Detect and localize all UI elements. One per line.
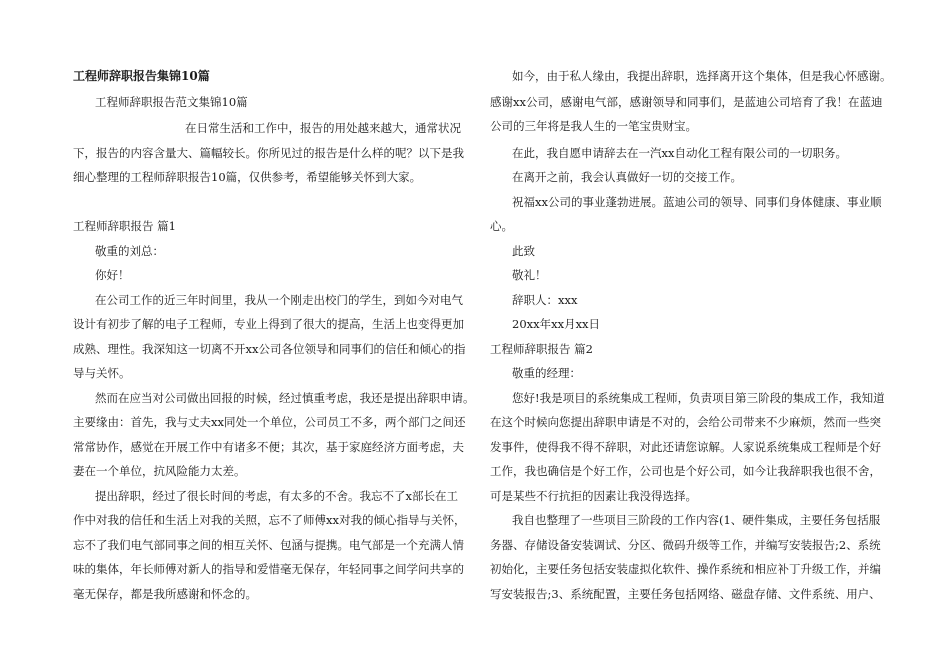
paragraph-line: 发事件，使得我不得不辞职，对此还请您谅解。人家说系统集成工程师是个好 bbox=[490, 440, 881, 454]
paragraph-line: 务器、存储设备安装调试、分区、微码升级等工作，并编写安装报告;2、系统 bbox=[490, 538, 881, 552]
intro-line: 在日常生活和工作中，报告的用处越来越大，通常状况 bbox=[185, 121, 461, 135]
closing-line: 敬礼！ bbox=[512, 268, 547, 282]
paragraph-line: 如今，由于私人缘由，我提出辞职，选择离开这个集体，但是我心怀感谢。 bbox=[512, 69, 892, 83]
paragraph-line: 在离开之前，我会认真做好一切的交接工作。 bbox=[512, 170, 742, 184]
paragraph-line: 妻在一个单位，抗风险能力太差。 bbox=[73, 464, 246, 478]
intro-line: 下，报告的内容含量大、篇幅较长。你所见过的报告是什么样的呢？以下是我 bbox=[73, 146, 464, 160]
paragraph-line: 味的集体，年长师傅对新人的指导和爱惜毫无保存，年轻同事之间学问共享的 bbox=[73, 562, 464, 576]
paragraph-line: 您好!我是项目的系统集成工程师，负责项目第三阶段的集成工作，我知道 bbox=[512, 391, 885, 405]
salutation: 敬重的刘总： bbox=[95, 244, 164, 258]
paragraph-line: 公司的三年将是我人生的一笔宝贵财宝。 bbox=[490, 119, 697, 133]
greeting: 你好！ bbox=[95, 268, 130, 282]
paragraph-line: 工作，我也确信是个好工作，公司也是个好公司，如今让我辞职我也很不舍， bbox=[490, 464, 881, 478]
document-title: 工程师辞职报告集锦10篇 bbox=[73, 69, 210, 83]
paragraph-line: 成熟、理性。我深知这一切离不开xx公司各位领导和同事们的信任和倾心的指 bbox=[73, 342, 466, 356]
section-heading: 工程师辞职报告 篇2 bbox=[490, 342, 593, 356]
subtitle: 工程师辞职报告范文集锦10篇 bbox=[95, 95, 248, 109]
paragraph-line: 可是某些不行抗拒的因素让我没得选择。 bbox=[490, 489, 697, 503]
section-heading: 工程师辞职报告 篇1 bbox=[73, 219, 176, 233]
paragraph-line: 写安装报告;3、系统配置，主要任务包括网络、磁盘存储、文件系统、用户、 bbox=[490, 587, 881, 601]
paragraph-line: 祝福xx公司的事业蓬勃进展。蓝迪公司的领导、同事们身体健康、事业顺 bbox=[512, 195, 882, 209]
paragraph-line: 在这个时候向您提出辞职申请是不对的，会给公司带来不少麻烦，然而一些突 bbox=[490, 415, 881, 429]
paragraph-line: 作中对我的信任和生活上对我的关照，忘不了师傅xx对我的倾心指导与关怀， bbox=[73, 513, 466, 527]
paragraph-line: 设计有初步了解的电子工程师，专业上得到了很大的提高，生活上也变得更加 bbox=[73, 317, 464, 331]
signature-date: 20xx年xx月xx日 bbox=[512, 317, 601, 331]
paragraph-line: 初始化，主要任务包括安装虚拟化软件、操作系统和相应补丁升级工作，并编 bbox=[490, 562, 881, 576]
paragraph-line: 提出辞职，经过了很长时间的考虑，有太多的不舍。我忘不了x部长在工 bbox=[95, 489, 458, 503]
paragraph-line: 心。 bbox=[490, 219, 513, 233]
paragraph-line: 然而在应当对公司做出回报的时候，经过慎重考虑，我还是提出辞职申请。 bbox=[95, 391, 475, 405]
paragraph-line: 主要缘由：首先，我与丈夫xx同处一个单位，公司员工不多，两个部门之间还 bbox=[73, 415, 466, 429]
paragraph-line: 毫无保存，都是我所感谢和怀念的。 bbox=[73, 587, 257, 601]
paragraph-line: 常常协作，感觉在开展工作中有诸多不便；其次，基于家庭经济方面考虑，夫 bbox=[73, 440, 464, 454]
paragraph-line: 在公司工作的近三年时间里，我从一个刚走出校门的学生，到如今对电气 bbox=[95, 293, 463, 307]
paragraph-line: 感谢xx公司，感谢电气部，感谢领导和同事们，是蓝迪公司培育了我！在蓝迪 bbox=[490, 95, 883, 109]
salutation: 敬重的经理： bbox=[512, 366, 581, 380]
signature-name: 辞职人：xxx bbox=[512, 293, 578, 307]
paragraph-line: 在此，我自愿申请辞去在一汽xx自动化工程有限公司的一切职务。 bbox=[512, 146, 847, 160]
paragraph-line: 忘不了我们电气部同事之间的相互关怀、包涵与提携。电气部是一个充满人情 bbox=[73, 538, 464, 552]
intro-line: 细心整理的工程师辞职报告10篇，仅供参考，希望能够关怀到大家。 bbox=[73, 170, 422, 184]
paragraph-line: 我自也整理了一些项目三阶段的工作内容(1、硬件集成，主要任务包括服 bbox=[512, 513, 881, 527]
paragraph-line: 导与关怀。 bbox=[73, 366, 131, 380]
closing-line: 此致 bbox=[512, 244, 535, 258]
